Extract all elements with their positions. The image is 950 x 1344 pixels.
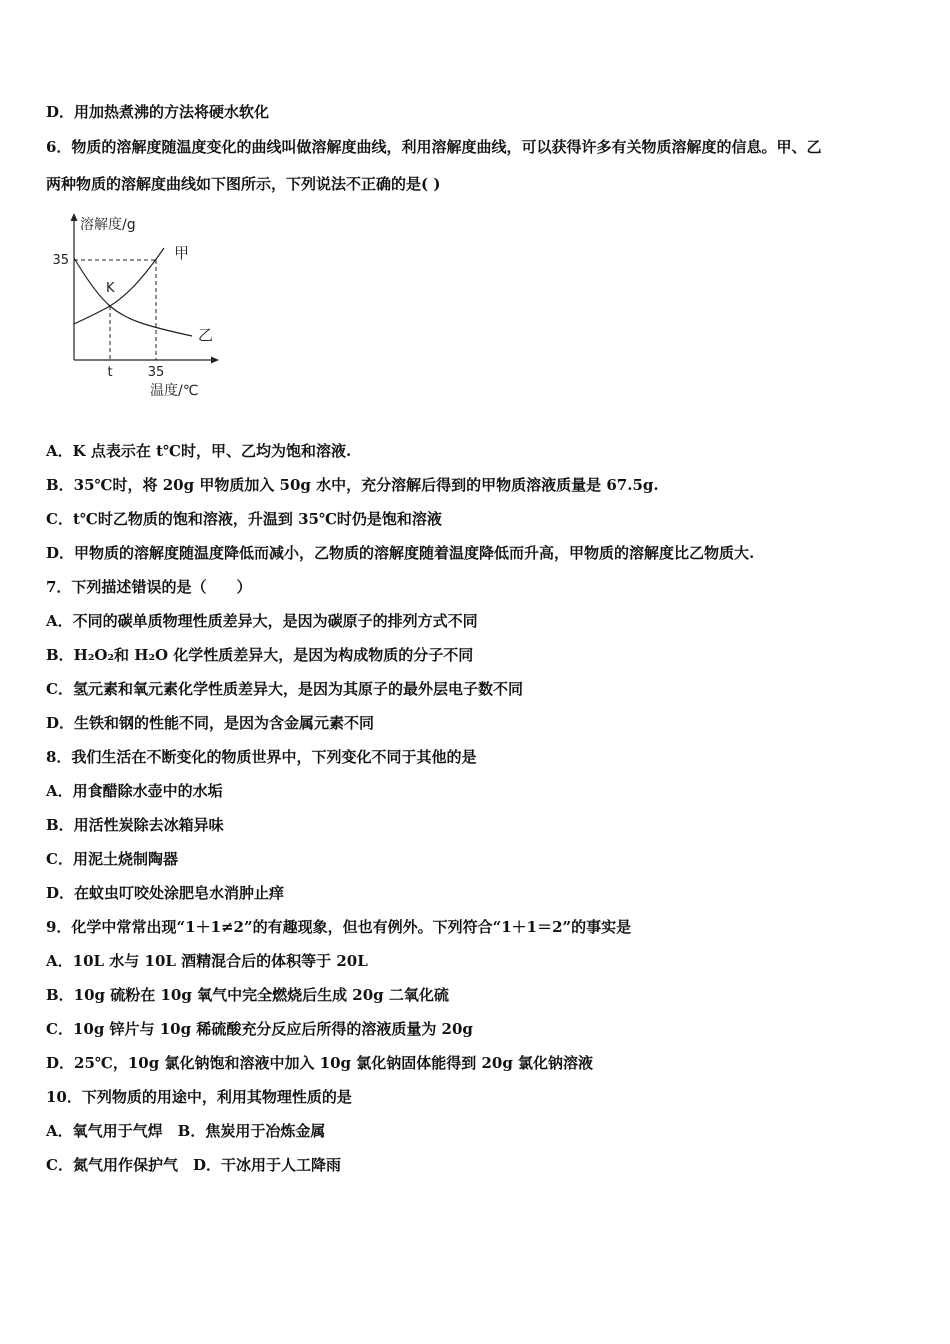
text-line: B．35℃时，将 20g 甲物质加入 50g 水中，充分溶解后得到的甲物质溶液质量是 67.5g. bbox=[46, 476, 659, 494]
text-line: 9．化学中常常出现“1＋1≠2”的有趣现象，但也有例外。下列符合“1＋1＝2”的事实是 bbox=[46, 918, 632, 936]
text-line: A．氧气用于气焊 B．焦炭用于冶炼金属 bbox=[46, 1122, 326, 1140]
text-line: C．t℃时乙物质的饱和溶液，升温到 35℃时仍是饱和溶液 bbox=[46, 510, 442, 528]
text-line: D．25℃，10g 氯化钠饱和溶液中加入 10g 氯化钠固体能得到 20g 氯化钠溶液 bbox=[46, 1054, 594, 1072]
x-tick-label-35: 35 bbox=[147, 365, 165, 380]
text-line: A．K 点表示在 t℃时，甲、乙均为饱和溶液. bbox=[46, 442, 352, 460]
x-axis-arrow bbox=[211, 357, 219, 364]
text-line: B．H₂O₂和 H₂O 化学性质差异大，是因为构成物质的分子不同 bbox=[46, 646, 474, 664]
text-line: C．10g 锌片与 10g 稀硫酸充分反应后所得的溶液质量为 20g bbox=[46, 1020, 473, 1038]
text-line: C．氮气用作保护气 D．干冰用于人工降雨 bbox=[46, 1156, 341, 1174]
text-line: A．不同的碳单质物理性质差异大，是因为碳原子的排列方式不同 bbox=[46, 612, 478, 630]
series-line-yi bbox=[74, 258, 192, 336]
text-line: 7．下列描述错误的是（ ） bbox=[46, 578, 252, 596]
solubility-chart bbox=[46, 212, 226, 404]
text-line: B．10g 硫粉在 10g 氧气中完全燃烧后生成 20g 二氧化硫 bbox=[46, 986, 449, 1004]
text-line: D．生铁和钢的性能不同，是因为含金属元素不同 bbox=[46, 714, 375, 732]
series-label-yi: 乙 bbox=[198, 326, 214, 344]
text-line: D．用加热煮沸的方法将硬水软化 bbox=[46, 103, 270, 121]
text-line: A．用食醋除水壶中的水垢 bbox=[46, 782, 223, 800]
y-axis-arrow bbox=[71, 213, 78, 221]
text-line: B．用活性炭除去冰箱异味 bbox=[46, 816, 224, 834]
text-line: 6．物质的溶解度随温度变化的曲线叫做溶解度曲线，利用溶解度曲线，可以获得许多有关物质溶解度的信息。甲、乙 bbox=[46, 138, 822, 156]
text-line: 8．我们生活在不断变化的物质世界中，下列变化不同于其他的是 bbox=[46, 748, 477, 766]
text-line: A．10L 水与 10L 酒精混合后的体积等于 20L bbox=[46, 952, 368, 970]
point-label-k: K bbox=[106, 281, 115, 296]
y-tick-label: 35 bbox=[52, 253, 69, 268]
text-line: D．在蚊虫叮咬处涂肥皂水消肿止痒 bbox=[46, 884, 285, 902]
text-line: 10．下列物质的用途中，利用其物理性质的是 bbox=[46, 1088, 352, 1106]
text-line: D．甲物质的溶解度随温度降低而减小，乙物质的溶解度随着温度降低而升高，甲物质的溶解度比乙物质大. bbox=[46, 544, 755, 562]
x-tick-label-t: t bbox=[107, 365, 113, 380]
y-axis-label: 溶解度/g bbox=[80, 217, 136, 233]
text-line: C．用泥土烧制陶器 bbox=[46, 850, 178, 868]
text-line: C．氢元素和氧元素化学性质差异大，是因为其原子的最外层电子数不同 bbox=[46, 680, 523, 698]
x-axis-label: 温度/℃ bbox=[150, 383, 199, 399]
series-label-jia: 甲 bbox=[174, 244, 190, 262]
text-line: 两种物质的溶解度曲线如下图所示，下列说法不正确的是( ) bbox=[46, 175, 441, 193]
